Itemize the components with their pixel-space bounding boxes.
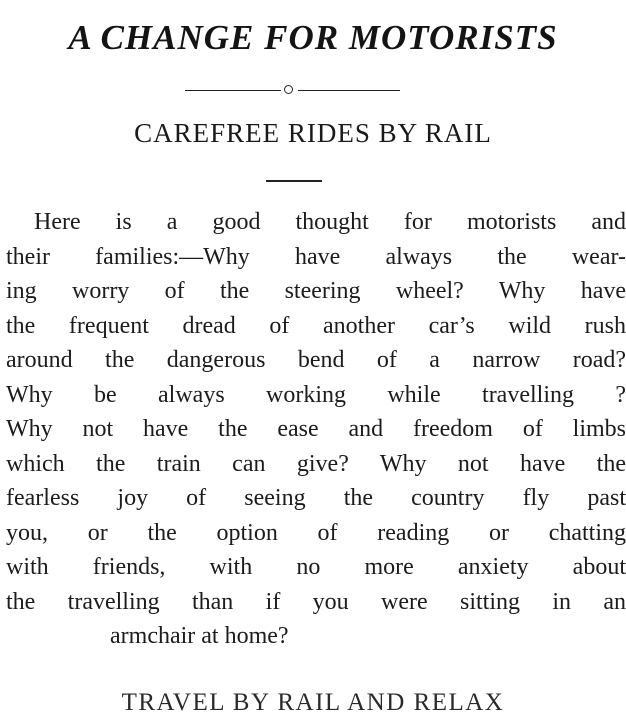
short-rule (266, 180, 322, 182)
body-line: Why not have the ease and freedom of limbs (6, 416, 626, 442)
body-line: with friends, with no more anxiety about (6, 554, 626, 580)
divider-line-right (298, 90, 400, 91)
body-line: Why be always working while travelling ? (6, 381, 626, 408)
body-line: around the dangerous bend of a narrow road? (6, 347, 626, 373)
body-line: ing worry of the steering wheel? Why have (6, 278, 626, 304)
body-line: their families:—Why have always the wear- (6, 243, 626, 270)
body-line: fearless joy of seeing the country fly past (6, 485, 626, 511)
divider-circle (284, 85, 293, 94)
body-line: the frequent dread of another car’s wild rush (6, 312, 626, 339)
divider-line-left (185, 90, 281, 91)
body-line: Here is a good thought for motorists and (34, 209, 626, 235)
body-line: the travelling than if you were sitting in an (6, 588, 626, 615)
article-body (6, 205, 626, 654)
body-line: which the train can give? Why not have the (6, 450, 626, 477)
headline: A CHANGE FOR MOTORISTS (68, 18, 558, 57)
ornament-divider (185, 84, 400, 98)
footer-slogan: TRAVEL BY RAIL AND RELAX (121, 689, 505, 716)
body-line: armchair at home? (110, 623, 289, 649)
subheadline: CAREFREE RIDES BY RAIL (134, 118, 492, 148)
body-line: you, or the option of reading or chatting (6, 519, 626, 546)
